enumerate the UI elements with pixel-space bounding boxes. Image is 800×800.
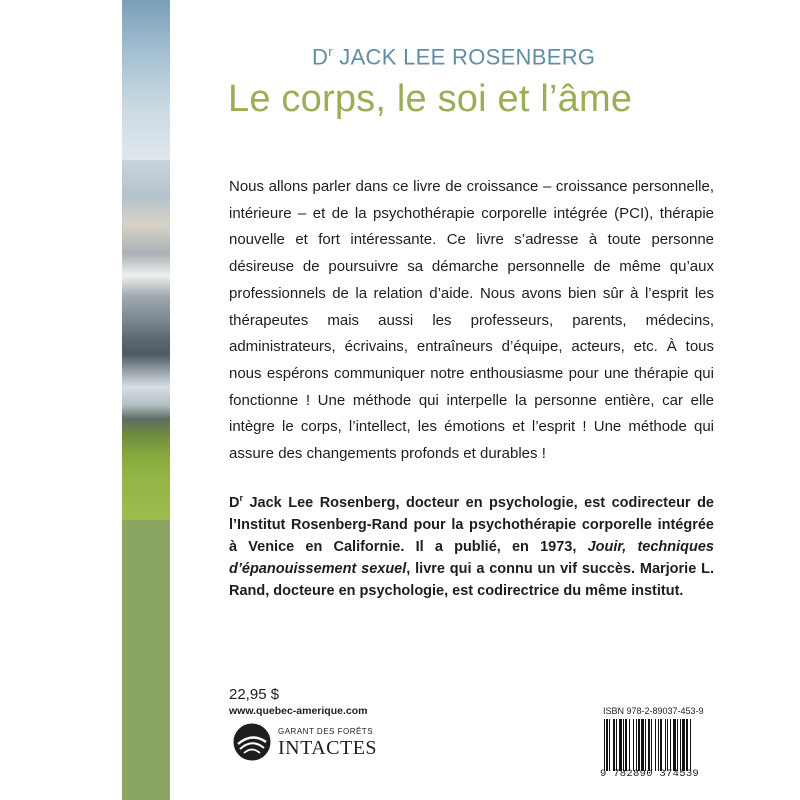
barcode-number: 9 782890 374539 <box>600 768 700 780</box>
publisher-url: www.quebec-amerique.com <box>229 705 368 717</box>
green-band <box>122 520 170 800</box>
author-name: $D^r$ JACK LEE ROSENBERG <box>312 44 596 70</box>
sky-section <box>122 0 170 160</box>
earlier-book-title: Jouir, techniques d’épanouissement sexuel <box>229 538 714 577</box>
barcode <box>600 719 716 771</box>
price: 22,95 $ <box>229 686 280 703</box>
seal-caption: GARANT DES FORÊTS <box>278 727 374 736</box>
isbn: ISBN 978-2-89037-453-9 <box>603 706 704 716</box>
landscape-photo <box>122 160 170 520</box>
book-title: Le corps, le soi et l’âme <box>228 78 633 120</box>
seal-wordmark: INTACTES <box>278 737 378 759</box>
cover-photo-strip <box>122 0 170 800</box>
author-bio: $D^r$ Jack Lee Rosenberg, docteur en psychologie, est codirecteur de l’Institut Rosenberg-Rand pour la psychothérapie corporelle intégrée à Venice en Californie. Il a publié, en 1973, Jouir, techniques d’épanouissement sexuel, livre qui a connu un vif succès. Marjorie L. Rand, docteure en psychologie, est codirectrice du même institut. <box>229 493 714 599</box>
book-description: Nous allons parler dans ce livre de croissance – croissance personnelle, intérieure – et de la psychothérapie corporelle intégrée (PCI), thérapie nouvelle et fort intéressante. Ce livre s’adresse à toute personne désireuse de poursuivre sa démarche personnelle de même qu’aux professionnels de la relation d’aide. Nous avons bien sûr à l’esprit les thérapeutes mais aussi les professeurs, parents, médecins, administrateurs, écrivains, entraîneurs d’équipe, acteurs, etc. À tous nous espérons communiquer notre enthousiasme pour une thérapie qui fonctionne ! Une méthode qui interpelle la personne entière, car elle intègre le corps, l’intellect, les émotions et l’esprit ! Une méthode qui assure des changements profonds et durables ! <box>229 178 714 463</box>
